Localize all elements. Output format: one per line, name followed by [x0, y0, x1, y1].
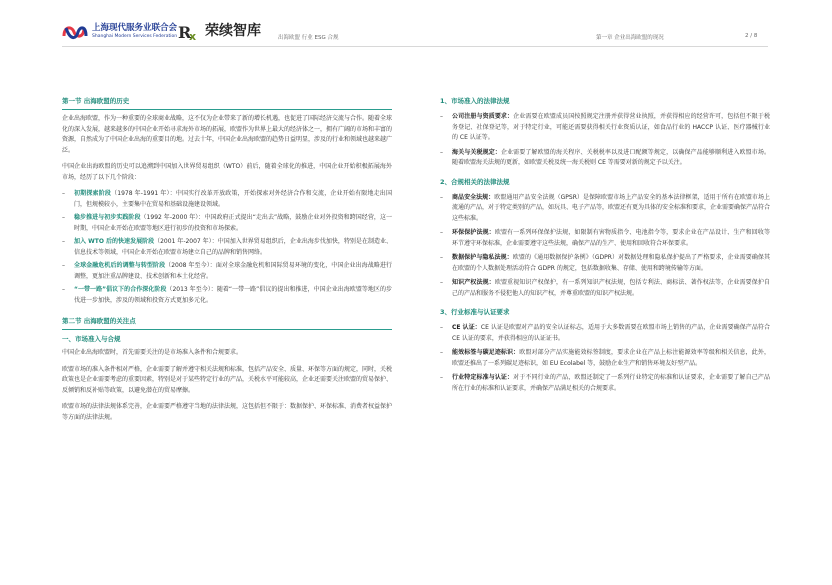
paragraph: 中国企业出海欧盟的历史可以追溯到中国加入世界贸易组织（WTO）前后，随着全球化的推进，中国企业开始积极拓展海外市场，经历了以下几个阶段：: [62, 163, 392, 181]
item-lead: 公司注册与资质要求：: [452, 113, 514, 120]
subsection-heading: 1、市场准入的法律法规: [440, 97, 510, 105]
item-text: 对于不同行业的产品，欧盟还制定了一系列行业特定的标准和认证要求，企业需要了解自己产品所在行业的标准和认证要求，并确保产品满足相关的合规要求。: [452, 374, 770, 392]
header-divider: [62, 46, 768, 47]
bullet-dash: –: [440, 193, 443, 201]
item-text: 欧盟通用产品安全法规（GPSR）是保障欧盟市场上产品安全的基本法律框架，适用于所有在欧盟市场上流通的产品，对于特定类别的产品，如玩具、电子产品等，欧盟还有更为具体的安全标准和要求，企业需要确保产品符合这些标准。: [452, 193, 771, 222]
item-lead: 加入 WTO 后的快速发展阶段: [74, 238, 155, 245]
bullet-dash: –: [440, 229, 443, 236]
list-item: [440, 348, 770, 369]
federation-logo-icon: [62, 22, 88, 42]
page-header: [0, 0, 832, 56]
item-text: （2008 年至今）：面对全球金融危机和国际贸易环境的变化，中国企业出海战略进行调整，更加注重品牌建设、技术创新和本土化经营。: [74, 262, 392, 280]
item-lead: 初期探索阶段: [74, 190, 112, 197]
section-heading: [62, 96, 392, 106]
bullet-dash: –: [440, 113, 443, 120]
section-heading-text: 第一节 出海欧盟的历史: [62, 97, 130, 105]
item-text: 企业需要了解欧盟的海关程序、关税税率以及进口配额等规定，以确保产品能够顺利进入欧盟市场。随着欧盟海关法规的更新，如欧盟关税及统一海关税则 CE 等需要对新的规定予以关注。: [452, 148, 770, 166]
item-lead: 稳步推进与初步实践阶段: [74, 214, 141, 221]
list-item: [62, 237, 392, 258]
right-column: [440, 96, 770, 394]
item-lead: 环保保护法规：: [452, 229, 495, 236]
bullet-dash: –: [62, 190, 65, 197]
list-item: [440, 323, 770, 344]
left-column: [62, 96, 392, 423]
paragraph: 企业出海欧盟，作为一种重要的全球商业战略，这不仅为企业带来了新的增长机遇，也促进了国际经济交流与合作。随着全球化的深入发展，越来越多的中国企业开始寻求海外市场的拓展，欧盟作为世界上最大的经济体之一，拥有广阔的市场和丰富的资源，自然成为了中国企业出海的重要目的地。过去十年，中国企业出海欧盟的趋势日益明显，涉及的行业和领域也越来越广泛。: [62, 115, 393, 154]
item-text: 欧盟的《通用数据保护条例》（GDPR）对数据处理和隐私保护提出了严格要求，企业需要确保其在欧盟的个人数据处理活动符合 GDPR 的规定，包括数据收集、存储、使用和跨境传输等方面。: [452, 254, 770, 272]
item-lead: 知识产权法规：: [452, 279, 495, 286]
item-lead: 行业特定标准与认证：: [452, 374, 514, 381]
item-lead: “一带一路”倡议下的合作深化阶段: [74, 286, 167, 293]
federation-name: [92, 23, 177, 40]
section-heading-text: 第二节 出海欧盟的关注点: [62, 317, 136, 325]
subsection-heading: 一、市场准入与合规: [62, 335, 121, 343]
brand-name: 荣续智库: [205, 23, 261, 39]
bullet-dash: –: [62, 286, 65, 293]
list-item: [440, 193, 770, 225]
item-text: 企业需要在欧盟成员国按照规定注册并获得营业执照，并获得相应的经营许可，包括但不限于税务登记、社保登记等，对于特定行业，可能还需要获得相关行业资质认证，如食品行业的 HACCP 认证、医疗器械行业的 CE 认证等。: [452, 113, 770, 141]
item-text: （1992 年-2000 年）：中国政府正式提出“走出去”战略，鼓励企业对外投资和跨国经营，这一时期，中国企业开始在欧盟等地区进行初步的投资和市场探索。: [74, 214, 392, 232]
federation-name-en: Shanghai Modern Services Federation: [92, 34, 178, 39]
page-number: 2 / 8: [745, 33, 758, 39]
item-text: （1978 年-1991 年）：中国实行改革开放政策，开始探索对外经济合作和交流，企业开始有限地走出国门，但规模较小，主要集中在贸易和基础设施建设领域。: [74, 190, 392, 208]
item-lead: 数据保护与隐私法规：: [452, 254, 513, 261]
paragraph: 中国企业出海欧盟时，首先需要关注的是市场准入条件和合规要求。: [62, 349, 243, 356]
svg-text:x: x: [189, 30, 197, 42]
subsection-heading: 3、行业标准与认证要求: [440, 308, 510, 316]
section-heading: [62, 316, 392, 326]
bullet-dash: –: [440, 148, 443, 156]
brand-logo-icon: [178, 22, 202, 42]
list-item: [62, 213, 392, 234]
list-item: [440, 278, 770, 299]
item-text: （2001 年-2007 年）：中国加入世界贸易组织后，企业出海步伐加快，特别是在制造业、信息技术等领域，中国企业开始在欧盟市场建立自己的品牌和销售网络。: [74, 238, 392, 256]
list-item: [62, 189, 392, 210]
list-item: [440, 373, 770, 394]
item-text: 欧盟重视知识产权保护，有一系列知识产权法规，包括专利法、商标法、著作权法等，企业需要保护自己的产品和服务不侵犯他人的知识产权，并尊重欧盟的知识产权法规。: [452, 279, 770, 297]
list-item: [440, 148, 770, 169]
subsection-heading: 2、合规相关的法律法规: [440, 177, 510, 186]
bullet-dash: –: [440, 279, 443, 286]
bullet-dash: –: [440, 374, 443, 381]
item-lead: 商品安全法规：: [452, 193, 495, 201]
bullet-dash: –: [440, 349, 443, 356]
report-title: 出海欧盟 行业 ESG 合规: [278, 35, 339, 41]
list-item: [440, 112, 770, 144]
bullet-dash: –: [440, 254, 443, 261]
bullet-dash: –: [62, 238, 65, 245]
item-lead: CE 认证：: [452, 324, 481, 331]
bullet-dash: –: [440, 324, 443, 331]
list-item: [440, 253, 770, 274]
bullet-dash: –: [62, 262, 65, 269]
list-item: [62, 261, 392, 282]
paragraph: 欧盟市场的法律法规体系完善，企业需要严格遵守当地的法律法规，这包括但不限于：数据保护、环保标准、消费者权益保护等方面的法律法规。: [62, 403, 393, 421]
bullet-dash: –: [62, 214, 65, 221]
svg-text:R: R: [178, 23, 192, 42]
paragraph: 欧盟市场的准入条件相对严格，企业需要了解并遵守相关法规和标准，包括产品安全、质量、环保等方面的规定，同时，关税政策也是企业需要考虑的重要因素，特别是对于某些特定行业的产品，关税水平可能较高，企业还需要关注欧盟的贸易保护、反倾销和反补贴等政策，以避免潜在的贸易摩擦。: [62, 365, 393, 394]
list-item: [440, 228, 770, 249]
item-text: （2013 年至今）：随着“一带一路”倡议的提出和推进，中国企业出海欧盟等地区的步伐进一步加快，涉及的领域和投资方式更加多元化。: [74, 286, 392, 304]
item-lead: 海关与关税规定：: [452, 148, 501, 156]
item-lead: 能效标签与碳足迹标识：: [452, 349, 520, 356]
item-text: CE 认证是欧盟对产品的安全认证标志，适用于大多数需要在欧盟市场上销售的产品，企业需要确保产品符合 CE 认证的要求，并获得相应的认证证书。: [452, 324, 770, 342]
item-lead: 全球金融危机后的调整与转型阶段: [74, 262, 166, 269]
list-item: [62, 285, 392, 306]
federation-name-cn: 上海现代服务业联合会: [92, 23, 178, 33]
chapter-title: 第一章 企业出海欧盟的现况: [596, 35, 664, 41]
item-text: 欧盟对部分产品实施能效标签制度，要求企业在产品上标注能源效率等级和相关信息，此外，欧盟还推出了一系列碳足迹标识，如 EU Ecolabel 等，鼓励企业生产和销售环境友好型产品。: [452, 349, 770, 367]
item-text: 欧盟有一系列环保保护法规，如限制有害物质指令、电池指令等，要求企业在产品设计、生产和回收等环节遵守环保标准，企业需要遵守这些法规，确保产品的生产、使用和回收符合环保要求。: [452, 229, 770, 247]
